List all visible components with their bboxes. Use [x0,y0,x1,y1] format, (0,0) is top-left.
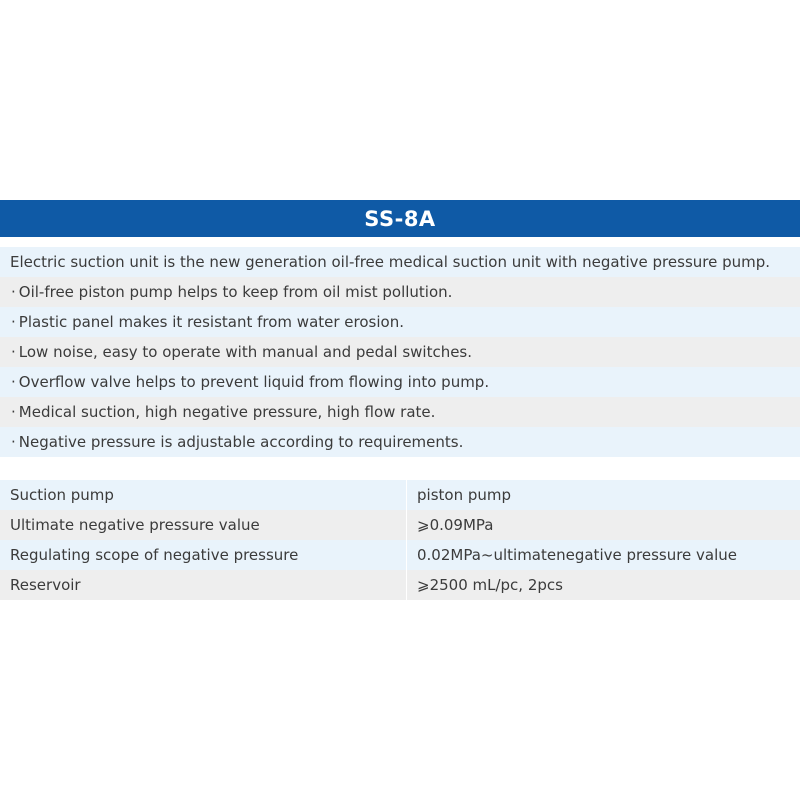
feature-row [0,397,800,427]
spec-label: Reservoir [0,570,407,600]
spec-value: ⩾0.09MPa [417,516,494,534]
feature-text: Medical suction, high negative pressure, high flow rate. [18,403,436,421]
feature-row [0,367,800,397]
spec-table [0,480,800,600]
spec-label: Ultimate negative pressure value [0,510,407,540]
bullet-dot-icon: · [11,433,16,451]
bullet-dot-icon: · [11,373,16,391]
feature-row [0,427,800,457]
feature-row [0,277,800,307]
bullet-dot-icon: · [11,283,16,301]
product-title: SS-8A [364,206,436,231]
intro-text: Electric suction unit is the new generation oil-free medical suction unit with negative pressure pump. [10,253,771,271]
feature-text: Negative pressure is adjustable according to requirements. [18,433,464,451]
bullet-dot-icon: · [11,343,16,361]
spec-row [0,570,800,600]
title-bar [0,200,800,237]
spec-label: Suction pump [0,480,407,510]
description-section [0,247,800,457]
spec-value: piston pump [417,486,511,504]
bullet-dot-icon: · [11,403,16,421]
feature-text: Overflow valve helps to prevent liquid from flowing into pump. [18,373,490,391]
spec-row [0,480,800,510]
feature-row [0,307,800,337]
spec-label: Regulating scope of negative pressure [0,540,407,570]
feature-text: Oil-free piston pump helps to keep from oil mist pollution. [18,283,453,301]
feature-row [0,337,800,367]
spec-value: ⩾2500 mL/pc, 2pcs [417,576,563,594]
intro-row [0,247,800,277]
spec-row [0,540,800,570]
feature-text: Low noise, easy to operate with manual and pedal switches. [18,343,473,361]
bullet-dot-icon: · [11,313,16,331]
spec-row [0,510,800,540]
feature-text: Plastic panel makes it resistant from water erosion. [18,313,404,331]
spec-value: 0.02MPa~ultimatenegative pressure value [417,546,738,564]
